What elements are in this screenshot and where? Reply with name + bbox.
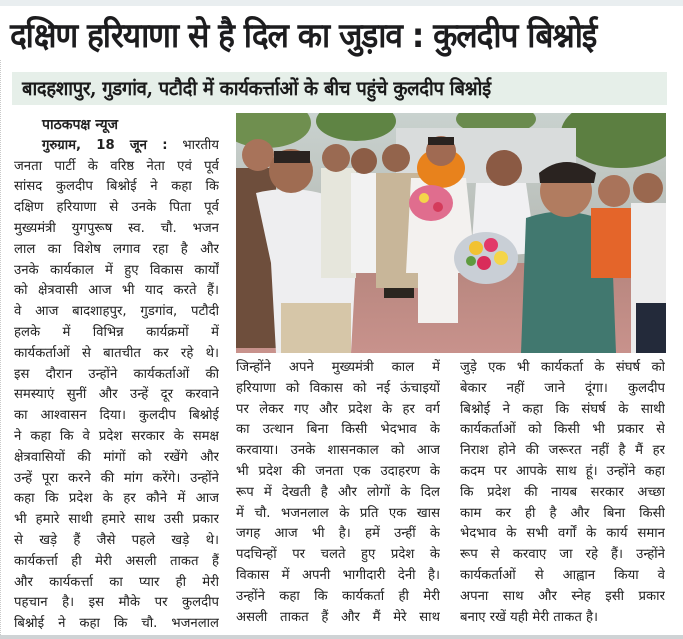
text-line: लाल का विशेष लगाव रहा है और <box>14 241 219 257</box>
text-line: पर लेकर गए और प्रदेश के हर वर्ग <box>236 401 440 417</box>
article-column-2 <box>236 358 440 628</box>
page-bottom-rule <box>0 635 683 639</box>
text-line: उनके कार्यकाल में हुए विकास कार्यों <box>14 262 219 278</box>
text-line: बनाए रखें यही मेरी ताकत है। <box>460 609 599 625</box>
news-photo <box>236 113 666 353</box>
text-line: क्षेत्रवासियों की मांगों को रखेंगे और <box>14 449 219 465</box>
text-line: बिश्नोई ने कहा कि चौ. भजनलाल <box>14 616 219 632</box>
text-line: में चौ. भजनलाल के प्रति एक खास <box>236 505 440 521</box>
text-line: काम कर ही है और बिना किसी <box>460 505 665 521</box>
text-line: पदचिन्हों पर चलते हुए प्रदेश के <box>236 547 440 563</box>
text-line: को क्षेत्रवासी आज भी याद करते हैं। <box>14 283 219 299</box>
text-line: सांसद कुलदीप बिश्नोई ने कहा कि <box>14 179 219 195</box>
text-line: कार्यकर्ताओं को किसी भी प्रकार से <box>460 422 665 438</box>
text-line: जनता पार्टी के वरिष्ठ नेता एवं पूर्व <box>14 158 219 174</box>
text-line: उन्होंने कहा कि कार्यकर्ता ही मेरी <box>236 588 440 604</box>
text-line: दक्षिण हरियाणा से उनके पिता पूर्व <box>14 200 219 216</box>
text-line: जुड़े एक भी कार्यकर्ता के संघर्ष को <box>460 360 665 375</box>
photo-illustration <box>236 113 666 353</box>
text-line: कहा कि प्रदेश के हर कौने में आज <box>14 491 219 507</box>
text-line: ने कहा कि वे प्रदेश सरकार के समक्ष <box>14 428 219 444</box>
text-line: और कार्यकर्त्ता का प्यार ही मेरी <box>14 574 219 590</box>
text-line: भी हमारे साथी हमारे साथ उसी प्रकार <box>14 512 219 528</box>
text-line: कार्यकर्त्ता ही मेरी असली ताकत हैं <box>14 553 219 569</box>
article-column-3 <box>460 358 665 628</box>
text-line: रूप में देखती है और लोगों के दिल <box>236 484 440 500</box>
text-line: का उत्थान बिना किसी भेदभाव के <box>236 422 440 438</box>
text-line: हलके में विभिन्न कार्यक्रमों में <box>14 324 219 340</box>
text-line: निराश होने की जरूरत नहीं है मैं हर <box>460 443 665 459</box>
text-line: हरियाणा को विकास को नई ऊंचाइयों <box>236 380 440 396</box>
text-line: से खड़े हैं जैसे पहले खड़े थे। <box>14 532 219 548</box>
headline: दक्षिण हरियाणा से है दिल का जुड़ाव : कुलदीप बिश्नोई <box>10 16 597 56</box>
text-line: वे आज बादशाहपुर, गुडगांव, पटौदी <box>14 304 219 320</box>
page-left-border <box>0 60 2 635</box>
text-line: उन्हें पूरा करने की मांग करेंगे। उन्होंने <box>14 470 219 486</box>
text-line: असली ताकत हैं और मैं मेरे साथ <box>236 609 440 625</box>
text-line: कदम पर आपके साथ हूं। उन्होंने कहा <box>460 463 665 479</box>
byline: पाठकपक्ष न्यूज <box>42 117 118 133</box>
text-line: मुख्यमंत्री युगपुरूष स्व. चौ. भजन <box>14 220 219 236</box>
dateline: गुरुग्राम, 18 जून : <box>42 137 168 153</box>
text-line: का आश्वासन दिया। कुलदीप बिश्नोई <box>14 408 219 424</box>
text-line: रूप से करवाए जा रहे हैं। उन्होंने <box>460 547 665 563</box>
text-line: जिन्होंने अपने मुख्यमंत्री काल में <box>236 360 440 375</box>
text-line: अपना साथ और स्नेह इसी प्रकार <box>460 588 665 604</box>
text-line: विकास में अपनी भागीदारी देनी है। <box>236 567 440 583</box>
dateline-line <box>14 136 219 157</box>
text-line: बेकार नहीं जाने दूंगा। कुलदीप <box>460 380 665 396</box>
page-top-strip <box>0 0 683 6</box>
text-line: भारतीय <box>182 137 219 153</box>
text-line: समस्याएं सुनीं और उन्हें दूर करवाने <box>14 387 219 403</box>
text-line: भी प्रदेश की जनता एक उदाहरण के <box>236 463 440 479</box>
text-line: बिश्नोई ने कहा कि संघर्ष के साथी <box>460 401 665 417</box>
text-line: इस दौरान उन्होंने कार्यकर्ताओं की <box>14 366 219 382</box>
text-line: जगह आज भी है। हमें उन्हीं के <box>236 526 440 542</box>
text-line: कि प्रदेश की नायब सरकार अच्छा <box>460 484 665 500</box>
article-column-1 <box>14 115 219 635</box>
text-line: करवाया। उनके शासनकाल को आज <box>236 443 440 459</box>
subheadline: बादहशापुर, गुडगांव, पटौदी में कार्यकर्त्ताओं के बीच पहुंचे कुलदीप बिश्नोई <box>22 77 491 100</box>
text-line: भेदभाव के सभी वर्गों के कार्य समान <box>460 526 665 542</box>
text-line: पहचान है। इस मौके पर कुलदीप <box>14 595 219 611</box>
text-line: कार्यकर्ताओं से बातचीत कर रहे थे। <box>14 345 219 361</box>
text-line: कार्यकर्ताओं से आह्वान किया वे <box>460 567 665 583</box>
